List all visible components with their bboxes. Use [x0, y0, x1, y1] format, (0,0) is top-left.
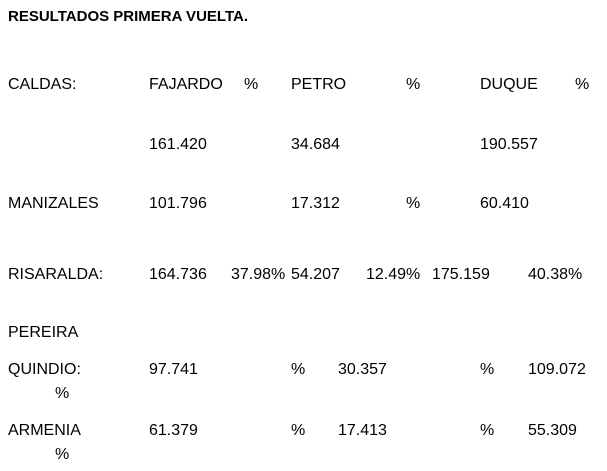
row-label-pereira: PEREIRA: [8, 324, 79, 341]
caldas-fajardo-value: 161.420: [149, 136, 207, 153]
row-label-armenia: ARMENIA: [8, 422, 81, 439]
quindio-pct-duque: %: [55, 385, 70, 402]
risaralda-fajardo-value: 164.736: [149, 266, 207, 283]
armenia-pct-fajardo: %: [291, 422, 306, 439]
manizales-pct: %: [406, 195, 421, 212]
header-pct-duque: %: [575, 76, 590, 93]
manizales-fajardo-value: 101.796: [149, 195, 207, 212]
armenia-pct-petro: %: [480, 422, 495, 439]
page-title: RESULTADOS PRIMERA VUELTA.: [8, 8, 248, 25]
risaralda-petro-pct: 12.49%: [366, 266, 421, 283]
row-label-risaralda: RISARALDA:: [8, 266, 104, 283]
armenia-fajardo-value: 61.379: [149, 422, 198, 439]
armenia-pct-duque: %: [55, 446, 70, 463]
risaralda-petro-value: 54.207: [291, 266, 340, 283]
row-label-manizales: MANIZALES: [8, 195, 99, 212]
quindio-pct-fajardo: %: [291, 361, 306, 378]
manizales-petro-value: 17.312: [291, 195, 340, 212]
caldas-duque-value: 190.557: [480, 136, 538, 153]
header-duque: DUQUE: [480, 76, 538, 93]
armenia-petro-value: 17.413: [338, 422, 387, 439]
manizales-duque-value: 60.410: [480, 195, 529, 212]
caldas-petro-value: 34.684: [291, 136, 340, 153]
header-fajardo: FAJARDO: [149, 76, 223, 93]
header-pct-petro: %: [406, 76, 421, 93]
armenia-duque-value: 55.309: [528, 422, 577, 439]
header-pct-fajardo: %: [244, 76, 259, 93]
risaralda-duque-pct: 40.38%: [528, 266, 583, 283]
quindio-fajardo-value: 97.741: [149, 361, 198, 378]
header-petro: PETRO: [291, 76, 347, 93]
quindio-petro-value: 30.357: [338, 361, 387, 378]
row-label-caldas: CALDAS:: [8, 76, 77, 93]
risaralda-fajardo-pct: 37.98%: [231, 266, 286, 283]
quindio-pct-petro: %: [480, 361, 495, 378]
row-label-quindio: QUINDIO:: [8, 361, 81, 378]
risaralda-duque-value: 175.159: [432, 266, 490, 283]
quindio-duque-value: 109.072: [528, 361, 586, 378]
